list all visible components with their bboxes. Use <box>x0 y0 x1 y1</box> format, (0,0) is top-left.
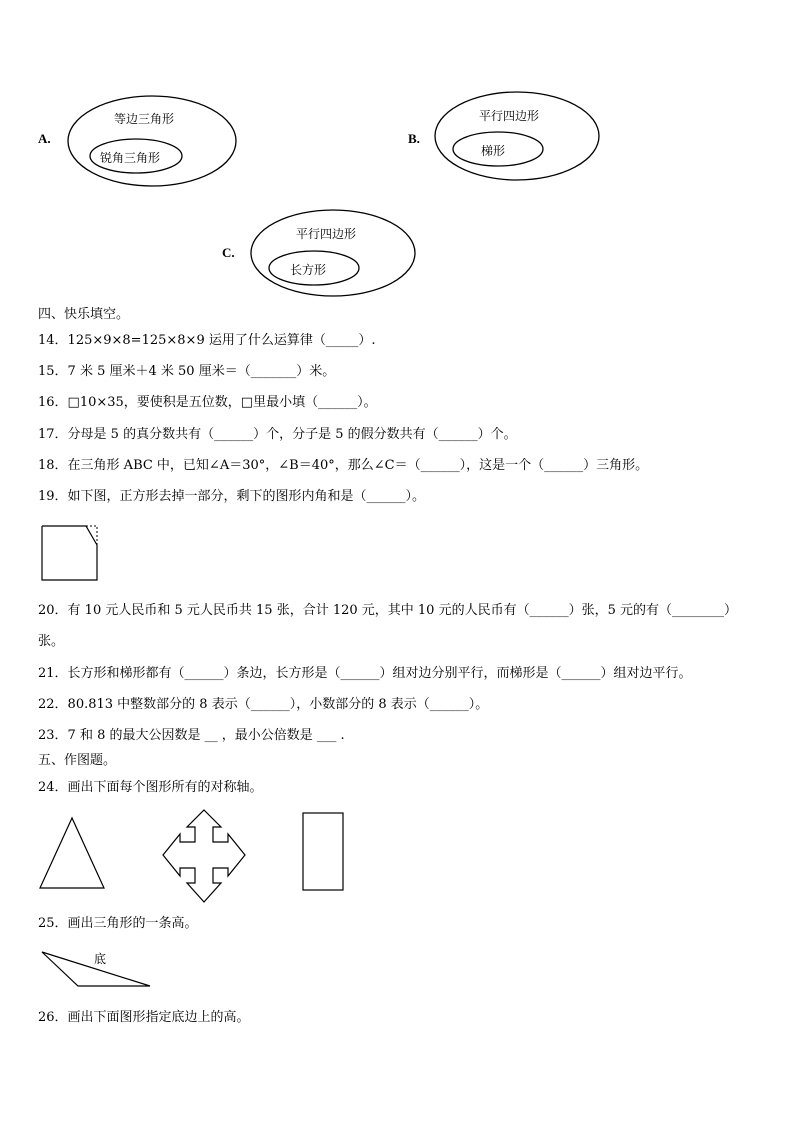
question-24: 24．画出下面每个图形所有的对称轴。 <box>38 780 263 795</box>
section-5-title: 五、作图题。 <box>38 753 117 768</box>
question-25: 25．画出三角形的一条高。 <box>38 916 198 931</box>
question-17: 17．分母是 5 的真分数共有（______）个，分子是 5 的假分数共有（______）个。 <box>38 427 517 442</box>
question-23: 23．7 和 8 的最大公因数是 __ ，最小公倍数是 ___ . <box>38 728 345 743</box>
option-b-label: B. <box>408 131 420 146</box>
venn-c-inner-text: 长方形 <box>290 263 327 277</box>
question-18: 18．在三角形 ABC 中，已知∠A＝30°，∠B＝40°，那么∠C＝（______），这是一个（______）三角形。 <box>38 458 649 473</box>
option-c-label: C. <box>222 245 235 260</box>
venn-b-inner-text: 梯形 <box>481 144 506 158</box>
section-4-title: 四、快乐填空。 <box>38 307 130 322</box>
question-21: 21．长方形和梯形都有（______）条边，长方形是（______）组对边分别平行，而梯形是（______）组对边平行。 <box>38 666 692 681</box>
question-20-line-1: 20．有 10 元人民币和 5 元人民币共 15 张，合计 120 元，其中 10 元的人民币有（______）张，5 元的有（________） <box>38 603 737 618</box>
venn-b-outer-text: 平行四边形 <box>479 109 540 123</box>
question-15: 15．7 米 5 厘米＋4 米 50 厘米＝（_______）米。 <box>38 364 336 379</box>
question-14: 14．125×9×8=125×8×9 运用了什么运算律（_____）. <box>38 333 376 348</box>
question-22: 22．80.813 中整数部分的 8 表示（______），小数部分的 8 表示（______）。 <box>38 697 489 712</box>
q25-base-label: 底 <box>94 952 107 966</box>
question-19: 19．如下图，正方形去掉一部分，剩下的图形内角和是（______）。 <box>38 489 426 504</box>
question-16: 16．□10×35，要使积是五位数，□里最小填（______）。 <box>38 395 377 410</box>
question-26: 26．画出下面图形指定底边上的高。 <box>38 1010 250 1025</box>
question-20-line-2: 张。 <box>38 634 65 649</box>
venn-a-outer-text: 等边三角形 <box>114 112 175 126</box>
option-a-label: A. <box>38 131 51 146</box>
venn-c-outer-text: 平行四边形 <box>296 227 357 241</box>
venn-a-inner-text: 锐角三角形 <box>100 151 161 165</box>
